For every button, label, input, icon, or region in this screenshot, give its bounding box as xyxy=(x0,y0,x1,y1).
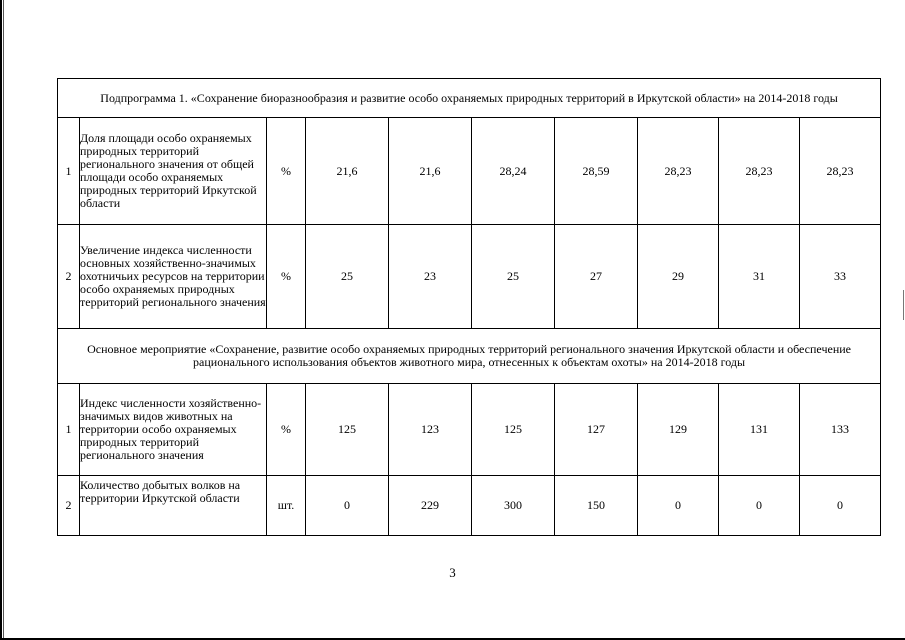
indicator-value: 28,59 xyxy=(555,118,638,225)
indicator-value: 25 xyxy=(472,225,555,329)
scan-edge-left-inner xyxy=(3,0,4,640)
row-number: 2 xyxy=(58,225,80,329)
indicator-value: 150 xyxy=(555,476,638,536)
scan-edge-left xyxy=(0,0,2,640)
table-row xyxy=(58,476,881,536)
indicator-value: 0 xyxy=(719,476,800,536)
table-row xyxy=(58,225,881,329)
row-number: 1 xyxy=(58,118,80,225)
scan-mark-right xyxy=(903,290,904,320)
indicator-value: 229 xyxy=(389,476,472,536)
indicator-unit: шт. xyxy=(267,476,306,536)
indicator-value: 123 xyxy=(389,384,472,476)
measure-title: Основное мероприятие «Сохранение, развитие особо охраняемых природных территорий регионального значения Иркутской области и обеспечение рационального использования объектов животного мира, отнесенных к объектам охоты» на 2014-2018 годы xyxy=(58,329,881,384)
indicator-value: 129 xyxy=(638,384,719,476)
indicator-value: 0 xyxy=(638,476,719,536)
indicator-unit: % xyxy=(267,384,306,476)
indicator-value: 28,23 xyxy=(638,118,719,225)
indicator-value: 29 xyxy=(638,225,719,329)
indicator-value: 27 xyxy=(555,225,638,329)
indicator-value: 127 xyxy=(555,384,638,476)
indicator-value: 21,6 xyxy=(306,118,389,225)
indicator-description: Увеличение индекса численности основных хозяйственно-значимых охотничьих ресурсов на территории особо охраняемых природных территорий регионального значения xyxy=(80,225,267,329)
indicator-description: Индекс численности хозяйственно-значимых видов животных на территории особо охраняемых природных территорий регионального значения xyxy=(80,384,267,476)
table-row xyxy=(58,384,881,476)
indicators-table xyxy=(57,78,881,536)
indicator-unit: % xyxy=(267,225,306,329)
subprogram-title: Подпрограмма 1. «Сохранение биоразнообразия и развитие особо охраняемых природных территорий в Иркутской области» на 2014-2018 годы xyxy=(58,79,881,118)
indicator-description: Доля площади особо охраняемых природных территорий регионального значения от общей площади особо охраняемых природных территорий Иркутской области xyxy=(80,118,267,225)
indicator-value: 125 xyxy=(472,384,555,476)
indicator-value: 33 xyxy=(800,225,881,329)
page-number: 3 xyxy=(449,565,456,580)
indicator-value: 21,6 xyxy=(389,118,472,225)
indicator-value: 31 xyxy=(719,225,800,329)
subprogram-header-row xyxy=(58,79,881,118)
indicator-value: 300 xyxy=(472,476,555,536)
table-row xyxy=(58,118,881,225)
indicator-value: 28,23 xyxy=(800,118,881,225)
indicator-unit: % xyxy=(267,118,306,225)
indicator-value: 125 xyxy=(306,384,389,476)
measure-header-row xyxy=(58,329,881,384)
indicator-value: 25 xyxy=(306,225,389,329)
indicator-description: Количество добытых волков на территории Иркутской области xyxy=(80,476,267,536)
indicator-value: 131 xyxy=(719,384,800,476)
indicator-value: 0 xyxy=(800,476,881,536)
indicator-value: 28,24 xyxy=(472,118,555,225)
indicator-value: 28,23 xyxy=(719,118,800,225)
indicator-value: 0 xyxy=(306,476,389,536)
row-number: 2 xyxy=(58,476,80,536)
indicator-value: 133 xyxy=(800,384,881,476)
row-number: 1 xyxy=(58,384,80,476)
indicator-value: 23 xyxy=(389,225,472,329)
